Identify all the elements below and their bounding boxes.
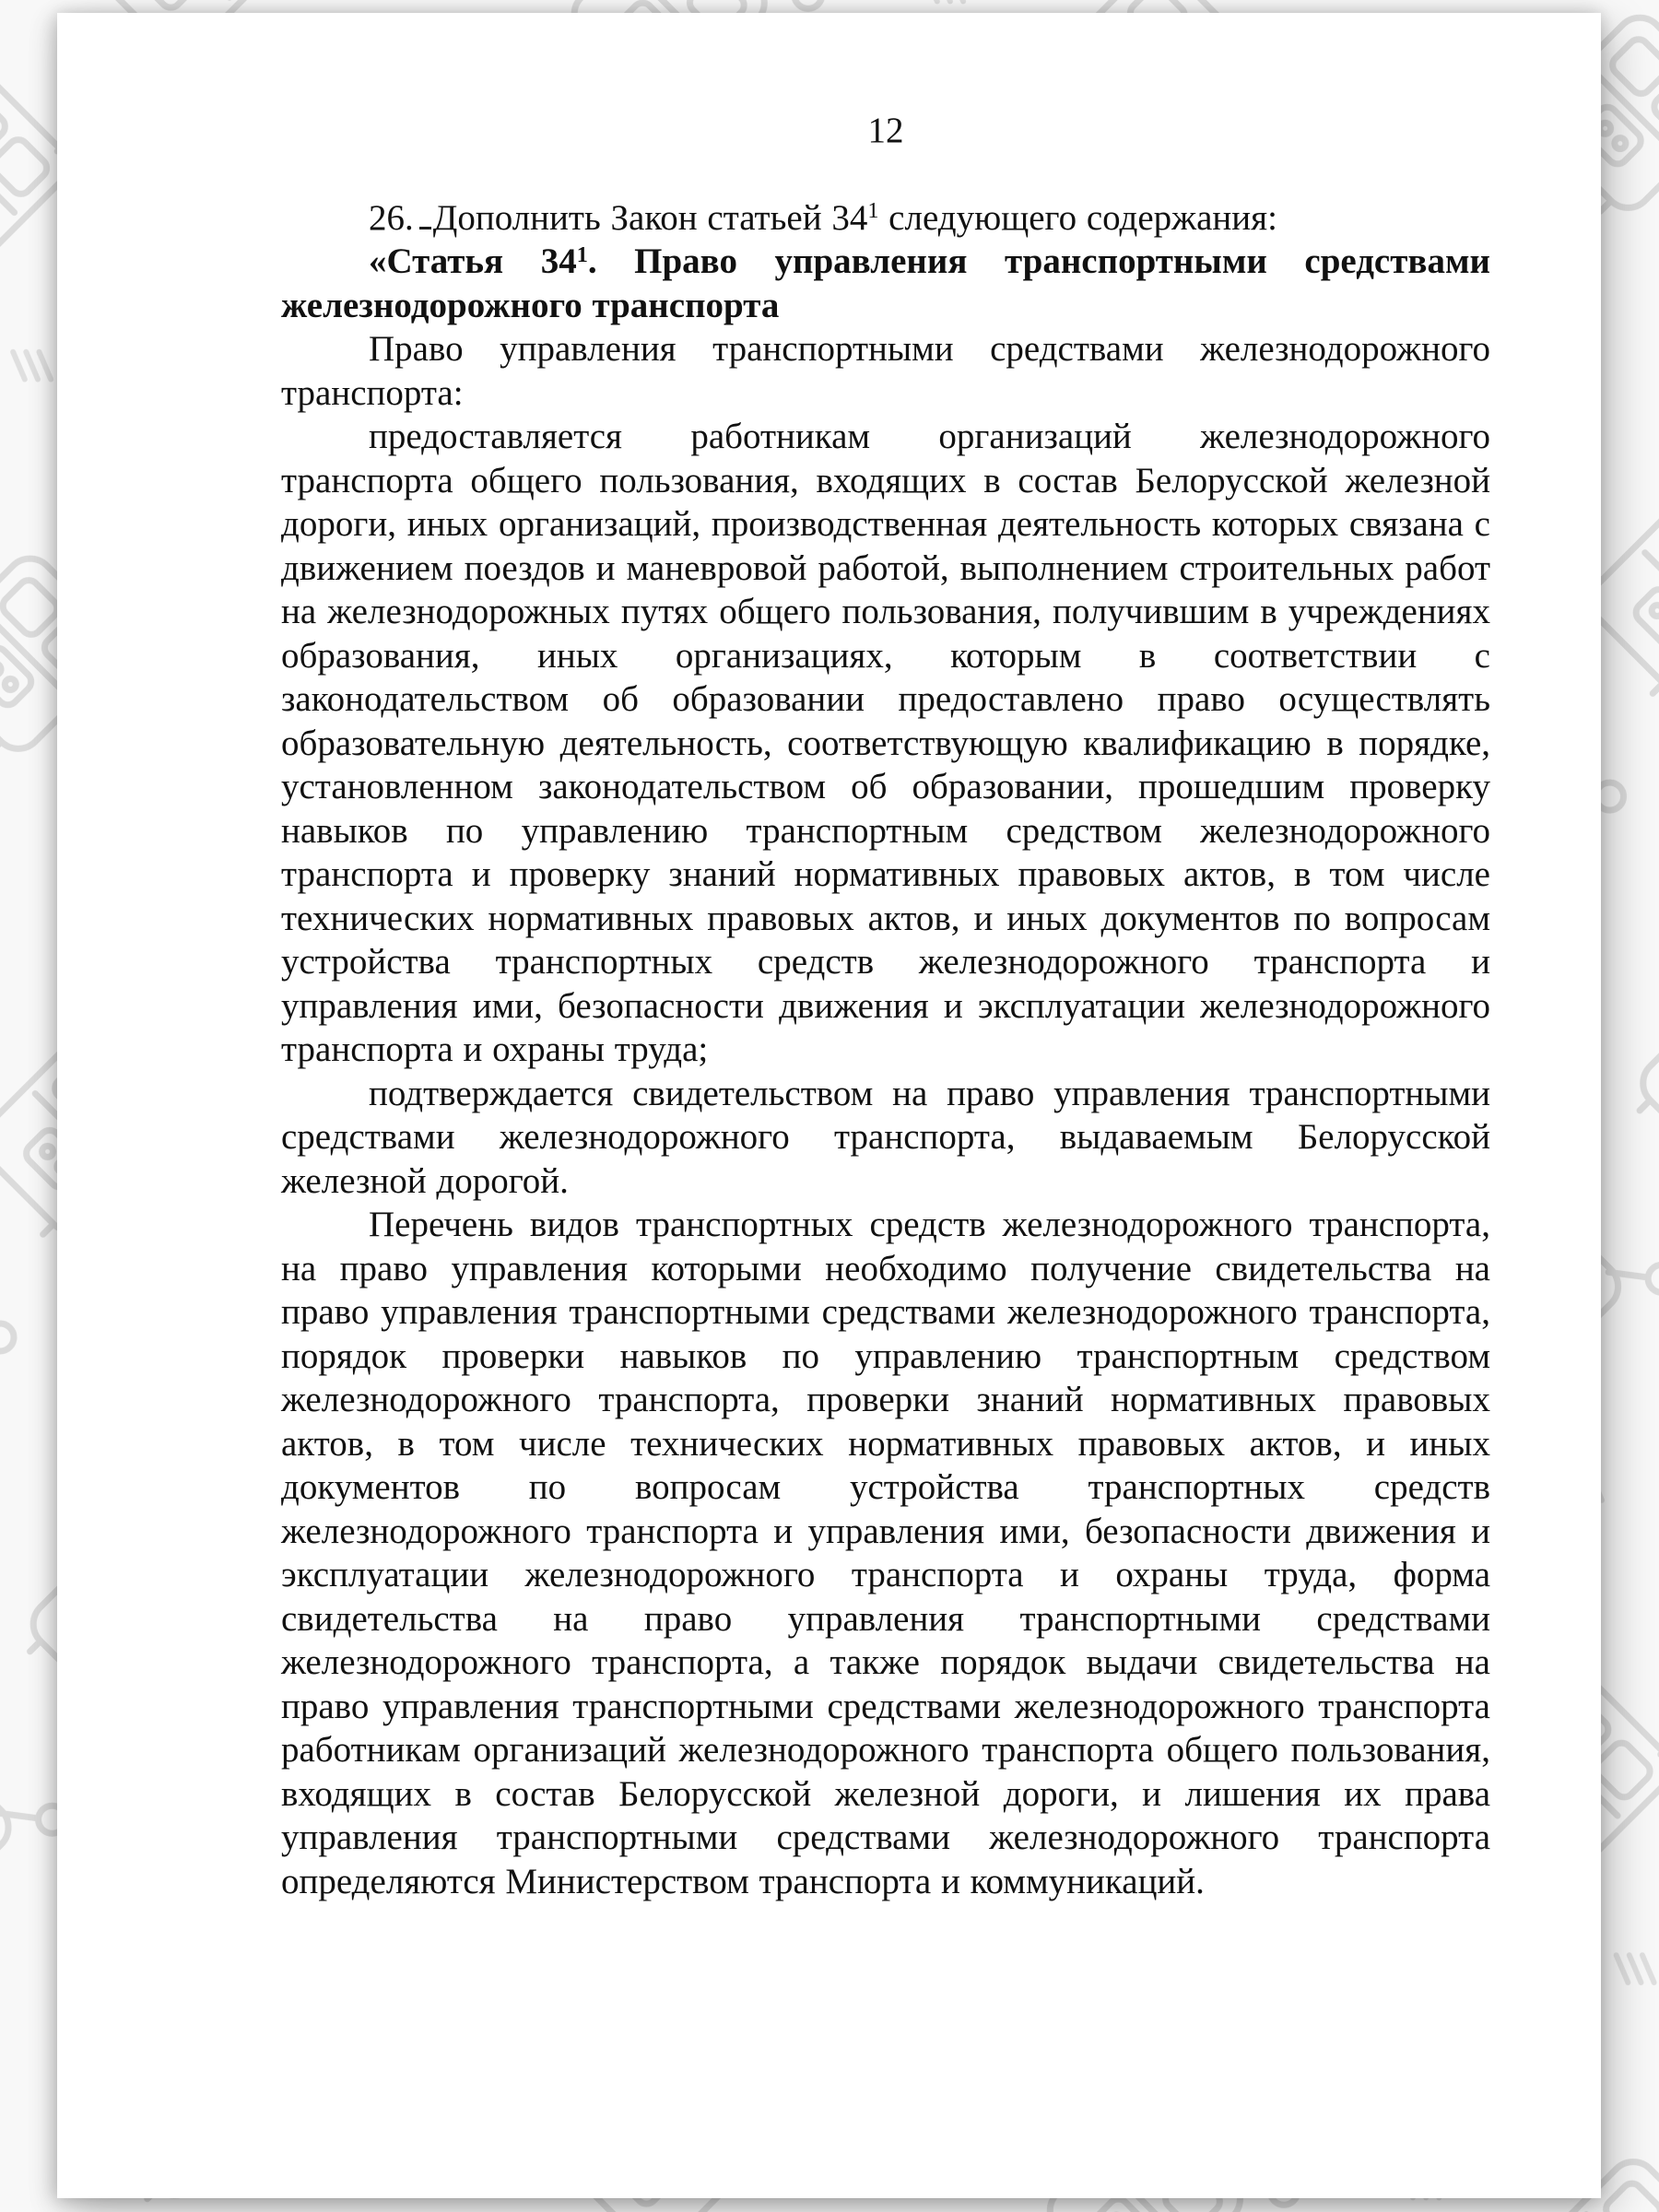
text-run: 26. [369, 197, 414, 238]
text-run: предоставляется работникам организаций железнодорожного транспорта общего пользования, входящих в состав Белорусской железной дороги, иных организаций, производственная деятельность которых связана с движением поездов и маневровой работой, выполнением строительных работ на железнодорожных путях общего пользования, получившим в учреждениях образования, иных организациях, которым в соответствии с законодательством об образовании предоставлено право осуществлять образовательную деятельность, соответствующую квалификацию в порядке, установленном законодательством об образовании, прошедшим проверку навыков по управлению транспортным средством железнодорожного транспорта и проверку знаний нормативных правовых актов, в том числе технических нормативных правовых актов, и иных документов по вопросам устройства транспортных средств железнодорожного транспорта и управления ими, безопасности движения и эксплуатации железнодорожного транспорта и охраны труда; [281, 417, 1490, 1069]
text-run: Перечень видов транспортных средств железнодорожного транспорта, на право управления которыми необходимо получение свидетельства на право управления транспортными средствами железнодорожного транспорта, порядок проверки навыков по управлению транспортным средством железнодорожного транспорта, проверки знаний нормативных правовых актов, в том числе технических нормативных правовых актов, и иных документов по вопросам устройства транспортных средств железнодорожного транспорта и управления ими, безопасности движения и эксплуатации железнодорожного транспорта и охраны труда, форма свидетельства на право управления транспортными средствами железнодорожного транспорта, а также порядок выдачи свидетельства на право управления транспортными средствами железнодорожного транспорта работникам организаций железнодорожного транспорта общего пользования, входящих в состав Белорусской железной дороги, и лишения их права управления транспортными средствами железнодорожного транспорта определяются Министерством транспорта и коммуникаций. [281, 1205, 1490, 1901]
paragraph-right-confirmed [281, 1072, 1490, 1204]
paragraph-ministry-list [281, 1203, 1490, 1903]
text-run: . Право управления транспортными средствами железнодорожного транспорта [281, 241, 1490, 325]
page-number: 12 [867, 111, 904, 150]
superscript: 1 [576, 241, 588, 267]
text-run: Дополнить Закон статьей 34 [432, 197, 868, 238]
paragraph-right-granted [281, 415, 1490, 1072]
superscript: 1 [867, 198, 879, 224]
document-page [57, 13, 1601, 2198]
paragraph-article-heading [281, 240, 1490, 327]
text-run: «Статья 34 [369, 241, 577, 281]
page-content [281, 109, 1490, 1903]
paragraph-right-definition [281, 327, 1490, 415]
text-run: следующего содержания: [878, 197, 1277, 238]
underline-mark [419, 227, 431, 229]
paragraph-amendment-intro [281, 196, 1490, 241]
text-run: подтверждается свидетельством на право управления транспортными средствами железнодорожного транспорта, выдаваемым Белорусской железной дорогой. [281, 1073, 1490, 1201]
text-run: Право управления транспортными средствами железнодорожного транспорта: [281, 329, 1490, 413]
